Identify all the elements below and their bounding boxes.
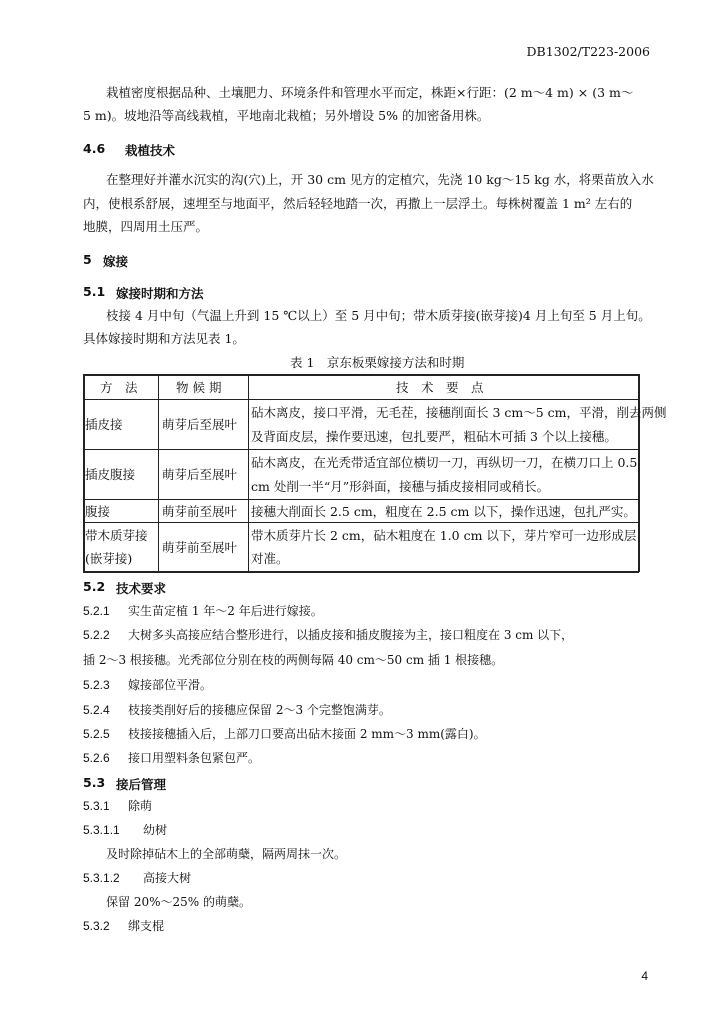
clause-number: 5.2.4	[83, 703, 110, 717]
table-cell: 及背面皮层，操作要迅速，包扎要严，粗砧木可插 3 个以上接穗。	[251, 429, 617, 444]
clause-title: 除萌	[128, 799, 153, 813]
page-number: 4	[641, 969, 648, 983]
table-cell: cm 处削一半“月”形斜面，接穗与插皮接相同或稍长。	[251, 479, 550, 494]
clause-number: 5.2.5	[83, 727, 110, 741]
section-number: 5.2	[83, 579, 106, 594]
section-number: 5	[83, 252, 92, 267]
section-title: 接后管理	[116, 777, 167, 792]
table-cell: (嵌芽接)	[85, 551, 133, 566]
paragraph-line: 5 m)。坡地沿等高线栽植，平地南北栽植；另外增设 5% 的加密备用株。	[83, 108, 490, 123]
clause-text: 接口用塑料条包紧包严。	[128, 751, 261, 765]
clause-number: 5.2.6	[83, 751, 110, 765]
table-header-cell: 方 法	[100, 380, 138, 395]
clause-text: 枝接接穗插入后，上部刀口要高出砧木接面 2 mm～3 mm(露白)。	[128, 727, 486, 741]
clause-text: 嫁接部位平滑。	[128, 678, 213, 692]
clause-number: 5.3.1.2	[83, 871, 120, 885]
table-header-cell: 物 候 期	[176, 380, 222, 395]
clause-number: 5.2.3	[83, 678, 110, 692]
clause-title: 绑支棍	[128, 919, 165, 933]
table-cell: 腹接	[85, 504, 111, 519]
clause-text: 枝接类削好后的接穗应保留 2～3 个完整饱满芽。	[128, 703, 391, 717]
table-cell: 砧木离皮，接口平滑，无毛茬，接穗削面长 3 cm～5 cm，平滑，削去两侧	[251, 405, 667, 420]
section-title: 栽植技术	[125, 143, 176, 158]
table-cell: 萌芽后至展叶	[162, 417, 238, 432]
clause-text: 插 2～3 根接穗。光秃部位分别在枝的两侧每隔 40 cm～50 cm 插 1 根接穗。	[83, 653, 504, 667]
table-cell: 砧木离皮，在光秃带适宜部位横切一刀，再纵切一刀，在横刀口上 0.5	[251, 455, 638, 470]
clause-text: 保留 20%～25% 的萌蘖。	[106, 895, 251, 909]
clause-text: 实生苗定植 1 年～2 年后进行嫁接。	[128, 604, 323, 618]
clause-title: 幼树	[143, 823, 168, 837]
paragraph-line: 枝接 4 月中旬（气温上升到 15 ℃以上）至 5 月中旬；带木质芽接(嵌芽接)4 月上旬至 5 月上旬。	[106, 308, 651, 323]
section-number: 5.1	[83, 284, 106, 299]
table-cell: 带木质芽接	[85, 528, 148, 543]
table-header-cell: 技 术 要 点	[396, 380, 484, 395]
clause-number: 5.2.2	[83, 628, 110, 642]
paragraph-line: 具体嫁接时期和方法见表 1。	[83, 331, 245, 346]
table-cell: 对准。	[251, 551, 289, 566]
clause-text: 及时除掉砧木上的全部萌蘖，隔两周抹一次。	[106, 847, 347, 861]
paragraph-line: 栽植密度根据品种、土壤肥力、环境条件和管理水平而定，株距×行距：(2 m～4 m) × (3 m～	[106, 85, 634, 100]
clause-number: 5.3.2	[83, 919, 110, 933]
table-cell: 插皮腹接	[85, 467, 136, 482]
table-cell: 萌芽前至展叶	[162, 540, 238, 555]
table-caption: 表 1 京东板栗嫁接方法和时期	[290, 355, 465, 370]
paragraph-line: 地膜，四周用土压严。	[83, 219, 209, 234]
clause-number: 5.3.1	[83, 799, 110, 813]
section-number: 5.3	[83, 775, 106, 790]
paragraph-line: 在整理好并灌水沉实的沟(穴)上，开 30 cm 见方的定植穴，先浇 10 kg～15 kg 水，将栗苗放入水	[106, 172, 654, 187]
section-title: 嫁接	[103, 254, 129, 269]
section-number: 4.6	[83, 141, 106, 156]
doc-id: DB1302/T223-2006	[526, 44, 650, 59]
table-cell: 萌芽后至展叶	[162, 467, 238, 482]
clause-number: 5.2.1	[83, 604, 110, 618]
clause-title: 高接大树	[143, 871, 192, 885]
clause-text: 大树多头高接应结合整形进行，以插皮接和插皮腹接为主，接口粗度在 3 cm 以下，	[128, 628, 574, 642]
clause-number: 5.3.1.1	[83, 823, 120, 837]
table-cell: 接穗大削面长 2.5 cm，粗度在 2.5 cm 以下，操作迅速，包扎严实。	[251, 504, 636, 519]
table-cell: 萌芽前至展叶	[162, 504, 238, 519]
paragraph-line: 内，使根系舒展，速埋至与地面平，然后轻轻地踏一次，再撒上一层浮土。每株树覆盖 1 m² 左右的	[83, 196, 633, 211]
table-cell: 带木质芽片长 2 cm，砧木粗度在 1.0 cm 以下，芽片窄可一边形成层	[251, 528, 637, 543]
section-title: 技术要求	[116, 581, 167, 596]
table-cell: 插皮接	[85, 417, 123, 432]
section-title: 嫁接时期和方法	[116, 286, 204, 301]
